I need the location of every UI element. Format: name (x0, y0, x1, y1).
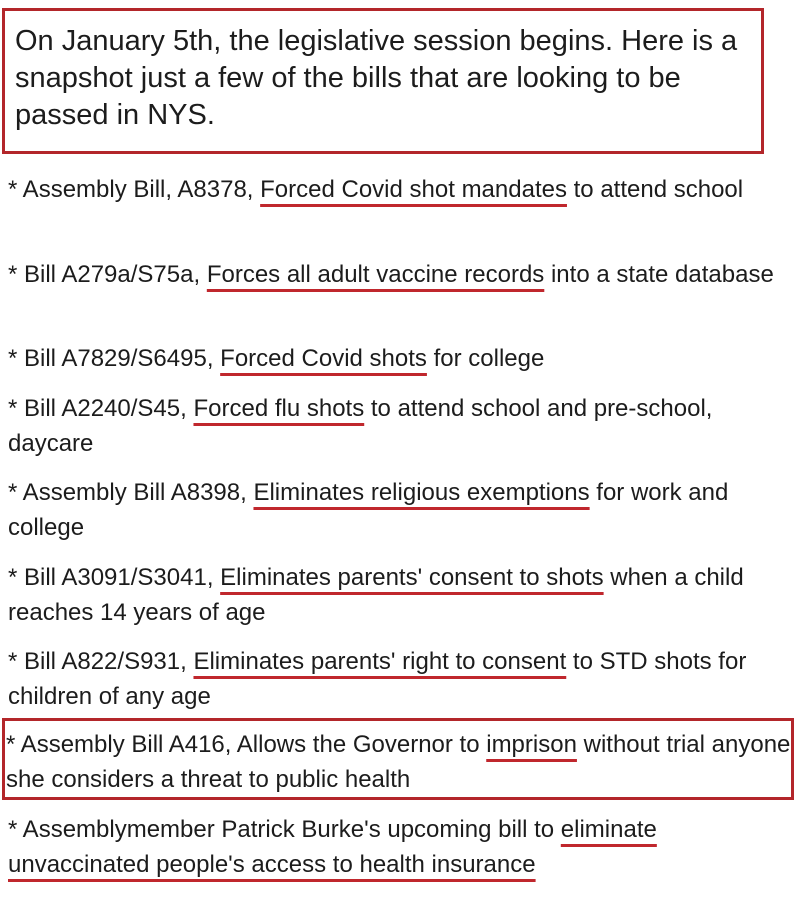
bill-item-a8378 (8, 172, 794, 207)
bill-prefix: * Assembly Bill A416, Allows the Governor to (6, 731, 487, 758)
bill-suffix: for work and college (8, 479, 729, 541)
bill-suffix: when a child reaches 14 years of age (8, 564, 744, 626)
bill-prefix: * Assemblymember Patrick Burke's upcoming bill to (8, 816, 561, 843)
bill-suffix: for college (426, 345, 545, 372)
bill-item-burke (8, 812, 794, 882)
intro-callout-box (2, 8, 764, 154)
bill-underlined-phrase: Eliminates religious exemptions (253, 479, 590, 506)
bill-prefix: * Bill A7829/S6495, (8, 345, 221, 372)
bill-suffix: to attend school and pre-school, daycare (8, 395, 713, 457)
bill-item-a8398 (8, 475, 794, 545)
bill-underlined-phrase: imprison (486, 731, 577, 758)
intro-text: On January 5th, the legislative session begins. Here is a snapshot just a few of the bills that are looking to be passed in NYS. (15, 25, 738, 131)
bill-item-a2240 (8, 391, 794, 461)
bill-item-a279a (8, 257, 794, 292)
bill-item-a416 (6, 727, 792, 797)
bill-underlined-phrase: Forced Covid shots (220, 345, 427, 372)
bill-underlined-phrase: Eliminates parents' consent to shots (220, 564, 604, 591)
bill-prefix: * Assembly Bill, A8378, (8, 176, 261, 203)
bill-item-a7829 (8, 341, 794, 376)
bill-suffix: to attend school (566, 176, 744, 203)
bill-underlined-phrase: Forces all adult vaccine records (206, 261, 545, 288)
bill-underlined-phrase: Forced flu shots (193, 395, 365, 422)
bill-item-a3091 (8, 560, 794, 630)
bill-suffix: into a state database (544, 261, 774, 288)
bill-prefix: * Bill A279a/S75a, (8, 261, 207, 288)
bill-underlined-phrase: eliminate unvaccinated people's access to health insurance (8, 816, 657, 878)
bill-underlined-phrase: Forced Covid shot mandates (260, 176, 567, 203)
bill-prefix: * Bill A3091/S3041, (8, 564, 221, 591)
bill-prefix: * Bill A2240/S45, (8, 395, 194, 422)
bill-suffix: without trial anyone she considers a threat to public health (6, 731, 791, 793)
bill-underlined-phrase: Eliminates parents' right to consent (193, 648, 567, 675)
bill-prefix: * Assembly Bill A8398, (8, 479, 254, 506)
bill-item-a822 (8, 644, 794, 714)
bill-suffix: to STD shots for children of any age (8, 648, 747, 710)
bill-prefix: * Bill A822/S931, (8, 648, 194, 675)
